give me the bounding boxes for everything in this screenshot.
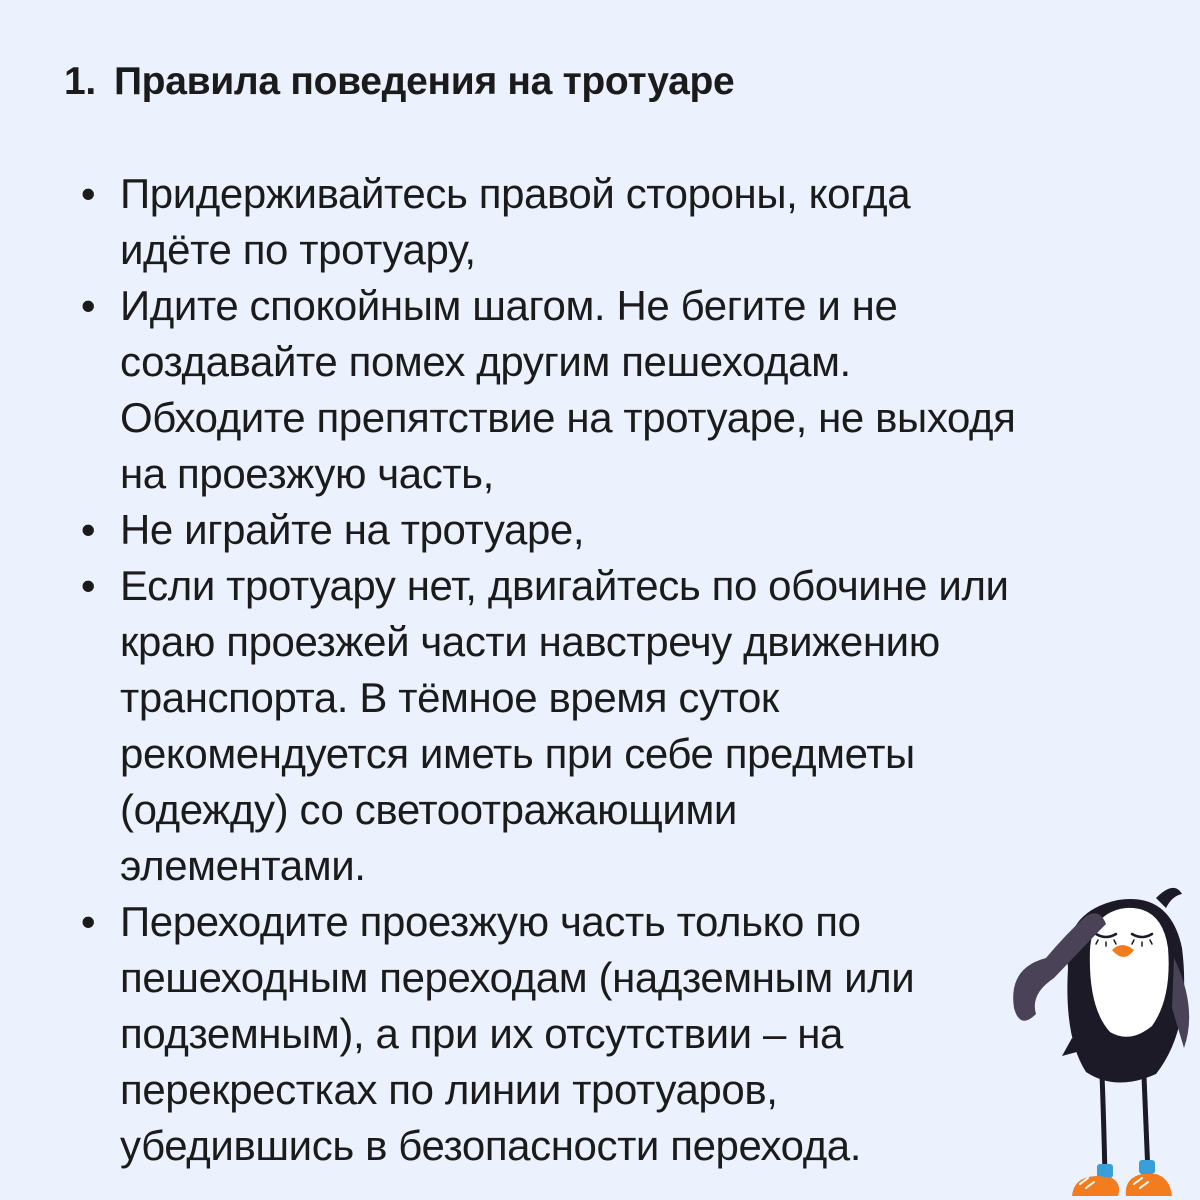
bullet-icon: •	[80, 282, 96, 329]
rule-text-line: Переходите проезжую часть только по	[120, 898, 861, 945]
rule-text-line: на проезжую часть,	[120, 450, 494, 497]
rule-text-line: пешеходным переходам (надземным или	[120, 954, 915, 1001]
rule-item-4	[0, 558, 1120, 894]
rule-text-line: транспорта. В тёмное время суток	[120, 674, 779, 721]
rule-text-line: (одежду) со светоотражающими	[120, 786, 737, 833]
bullet-icon: •	[80, 170, 96, 217]
heading-number: 1.	[64, 60, 96, 103]
rule-item-1	[0, 166, 1120, 278]
saluting-penguin-mascot-icon	[1006, 878, 1200, 1200]
rule-text-line: Не играйте на тротуаре,	[120, 506, 585, 553]
heading-title: Правила поведения на тротуаре	[113, 60, 735, 103]
page-heading	[64, 60, 734, 104]
rule-text-line: элементами.	[120, 842, 366, 889]
rule-item-3	[0, 502, 1120, 558]
rule-text-line: Если тротуару нет, двигайтесь по обочине или	[120, 562, 1009, 609]
bullet-icon: •	[80, 506, 96, 553]
rule-text-line: идёте по тротуару,	[120, 226, 476, 273]
rule-text-line: перекрестках по линии тротуаров,	[120, 1066, 778, 1113]
rule-text-line: рекомендуется иметь при себе предметы	[120, 730, 915, 777]
rule-item-2	[0, 278, 1120, 502]
rule-text-line: краю проезжей части навстречу движению	[120, 618, 940, 665]
bullet-icon: •	[80, 898, 96, 945]
rule-text-line: убедившись в безопасности перехода.	[120, 1122, 862, 1169]
rule-text-line: Придерживайтесь правой стороны, когда	[120, 170, 911, 217]
bullet-icon: •	[80, 562, 96, 609]
rule-text-line: подземным), а при их отсутствии – на	[120, 1010, 843, 1057]
rule-text-line: Идите спокойным шагом. Не бегите и не	[120, 282, 898, 329]
rule-text-line: создавайте помех другим пешеходам.	[120, 338, 851, 385]
rule-text-line: Обходите препятствие на тротуаре, не выходя	[120, 394, 1016, 441]
rule-item-5	[0, 894, 1120, 1174]
